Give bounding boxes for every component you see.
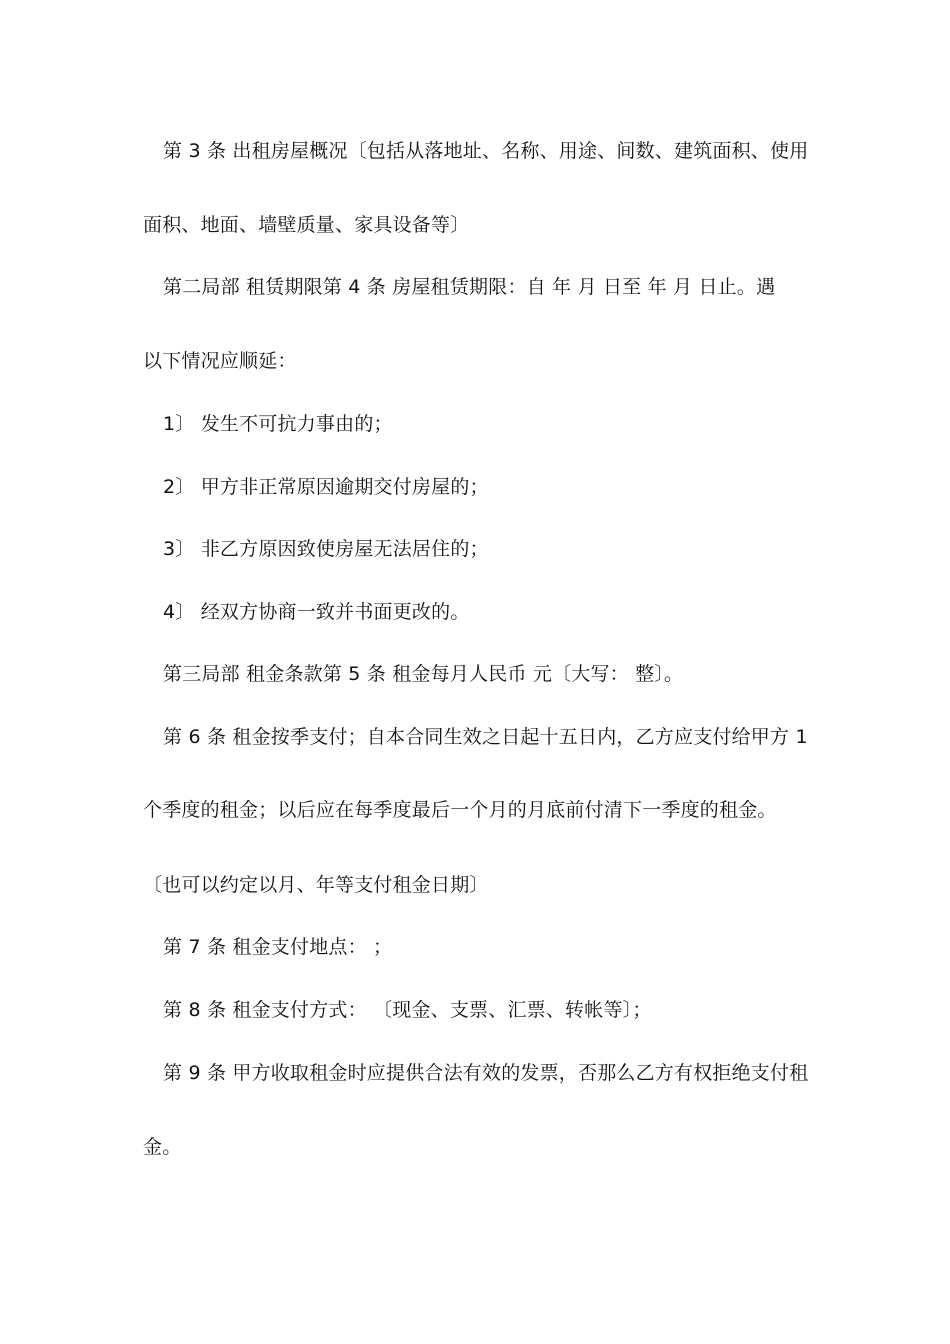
article-3-line-1: 第 3 条 出租房屋概况〔包括从落地址、名称、用途、间数、建筑面积、使用 <box>163 140 809 162</box>
list-item-1: 1〕 发生不可抗力事由的； <box>163 413 393 435</box>
list-item-4: 4〕 经双方协商一致并书面更改的。 <box>163 601 470 623</box>
list-item-2: 2〕 甲方非正常原因逾期交付房屋的； <box>163 476 489 498</box>
article-3-line-2: 面积、地面、墙壁质量、家具设备等〕 <box>143 214 470 236</box>
article-6-line-2: 个季度的租金；以后应在每季度最后一个月的月底前付清下一季度的租金。 <box>143 799 777 821</box>
article-6-line-1: 第 6 条 租金按季支付；自本合同生效之日起十五日内，乙方应支付给甲方 1 <box>163 726 808 748</box>
part-3-article-5-line: 第三局部 租金条款第 5 条 租金每月人民币 元〔大写： 整〕。 <box>163 663 684 685</box>
article-6-note: 〔也可以约定以月、年等支付租金日期〕 <box>143 874 489 896</box>
article-8-line: 第 8 条 租金支付方式： 〔现金、支票、汇票、转帐等〕； <box>163 999 652 1021</box>
article-9-line-2: 金。 <box>143 1136 182 1158</box>
list-item-3: 3〕 非乙方原因致使房屋无法居住的； <box>163 538 489 560</box>
part-2-article-4-line-2: 以下情况应顺延： <box>143 350 297 372</box>
part-2-article-4-line-1: 第二局部 租赁期限第 4 条 房屋租赁期限：自 年 月 日至 年 月 日止。遇 <box>163 276 776 298</box>
article-9-line-1: 第 9 条 甲方收取租金时应提供合法有效的发票，否那么乙方有权拒绝支付租 <box>163 1062 809 1084</box>
article-7-line: 第 7 条 租金支付地点： ； <box>163 936 393 958</box>
